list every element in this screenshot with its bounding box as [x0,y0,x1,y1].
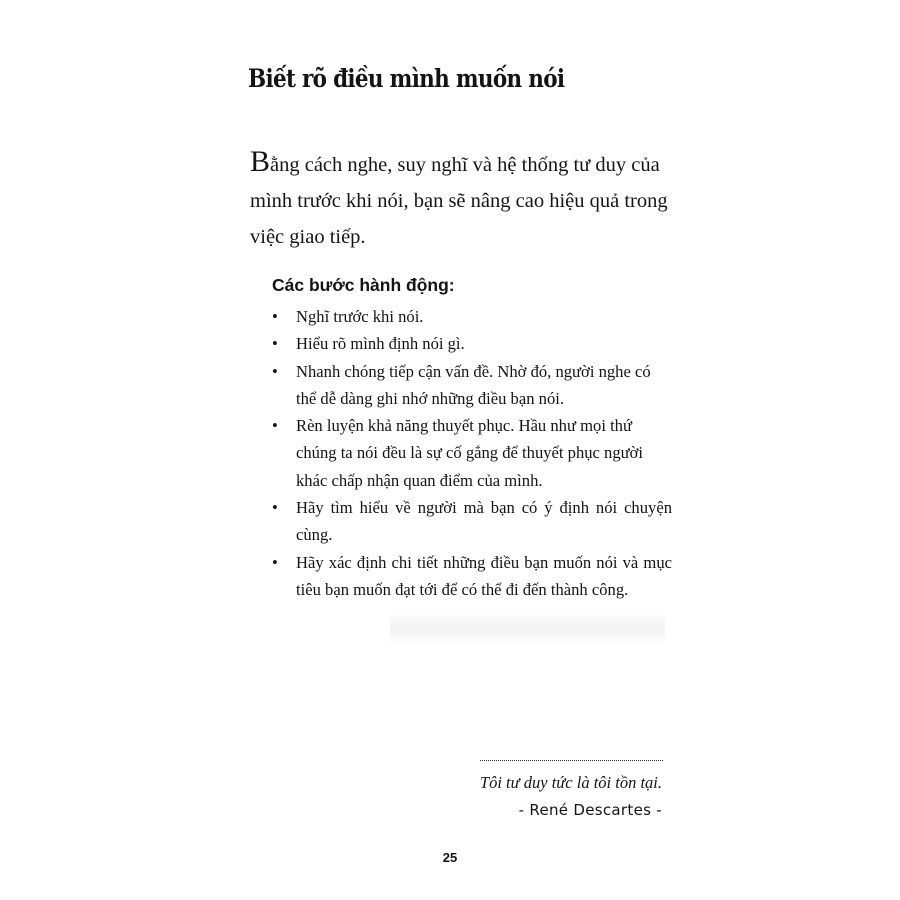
list-item-text: Rèn luyện khả năng thuyết phục. Hầu như mọi thứ chúng ta nói đều là sự cố gắng để thuyết phục người khác chấp nhận quan điểm của mình. [296,416,644,490]
quote-divider [480,760,663,761]
intro-paragraph [250,147,670,255]
bullet-icon: • [272,416,278,436]
list-item-text: Nghĩ trước khi nói. [296,307,424,326]
list-item-text: Nhanh chóng tiếp cận vấn đề. Nhờ đó, người nghe có thể dễ dàng ghi nhớ những điều bạn nói. [296,361,651,408]
bullet-icon: • [272,307,278,326]
bleed-through-band [390,612,665,646]
list-item [272,549,672,604]
list-item [272,358,672,413]
list-item [272,303,672,330]
bullet-icon: • [272,361,278,381]
quote-author: - René Descartes - [518,801,662,819]
list-item-text: Hãy tìm hiểu về người mà bạn có ý định nói chuyện cùng. [296,498,672,545]
bullet-icon: • [272,334,278,354]
bullet-icon: • [272,498,278,518]
list-item [272,412,672,494]
quote-text: Tôi tư duy tức là tôi tồn tại. [479,773,662,792]
bullet-icon: • [272,552,278,572]
list-item-text: Hãy xác định chi tiết những điều bạn muốn nói và mục tiêu bạn muốn đạt tới để có thể đi đến thành công. [296,552,672,599]
list-item [272,494,672,549]
chapter-title: Biết rõ điều mình muốn nói [248,64,565,93]
intro-text: ằng cách nghe, suy nghĩ và hệ thống tư duy của mình trước khi nói, bạn sẽ nâng cao hiệu quả trong việc giao tiếp. [250,154,668,248]
action-steps-heading: Các bước hành động: [272,275,455,295]
list-item [272,330,672,357]
action-steps-list [272,303,672,603]
intro-drop-cap: B [250,145,271,178]
page-number: 25 [442,850,458,865]
list-item-text: Hiểu rõ mình định nói gì. [296,334,465,354]
